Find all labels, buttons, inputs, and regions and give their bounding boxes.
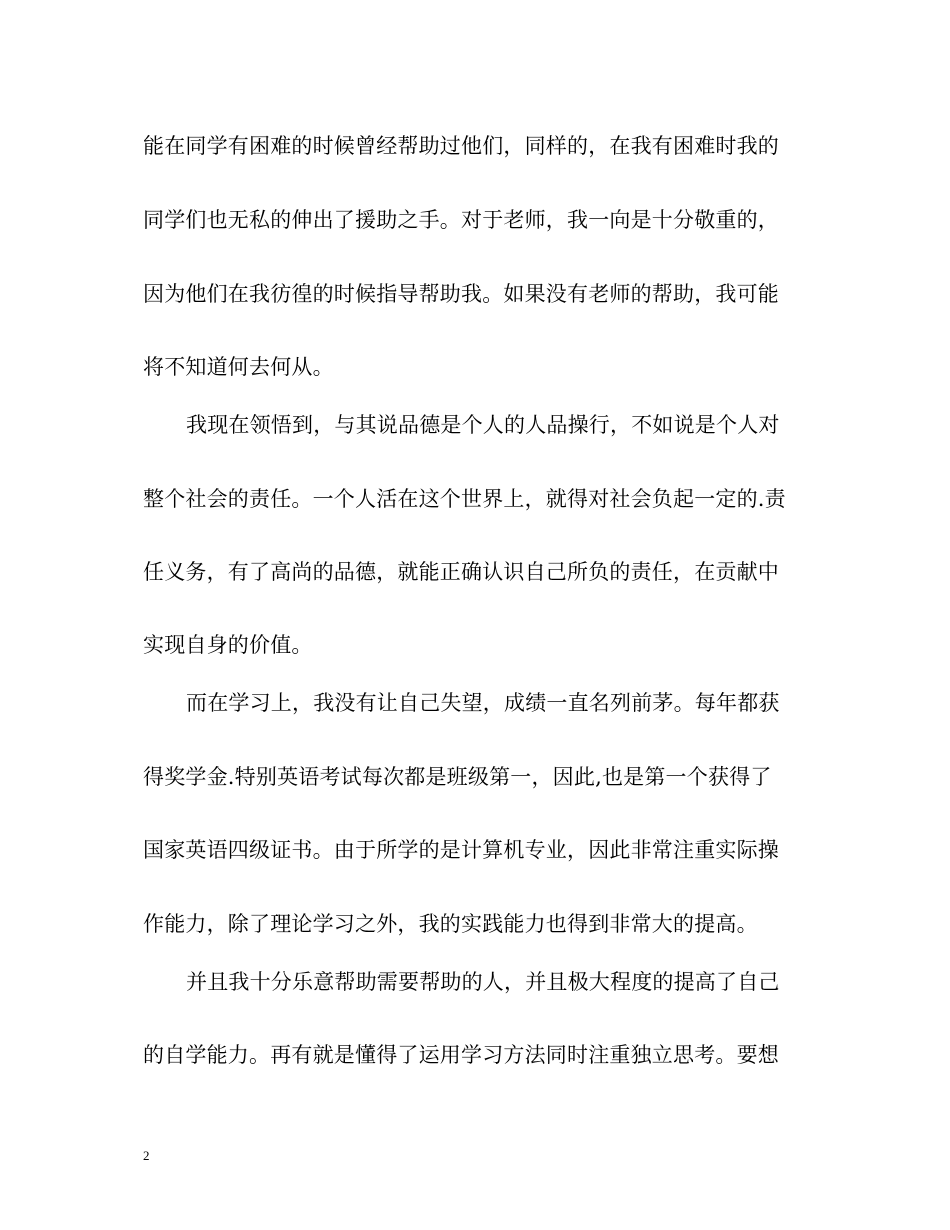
text-line: 国家英语四级证书。由于所学的是计算机专业，因此非常注重实际操: [143, 838, 779, 862]
paragraph-first-line: 并且我十分乐意帮助需要帮助的人，并且极大程度的提高了自己: [186, 970, 780, 994]
text-line: 任义务，有了高尚的品德，就能正确认识自己所负的责任，在贡献中: [143, 560, 779, 584]
page-number: 2: [143, 1148, 150, 1163]
text-line: 能在同学有困难的时候曾经帮助过他们，同样的，在我有困难时我的: [143, 134, 779, 158]
text-line: 作能力，除了理论学习之外，我的实践能力也得到非常大的提高。: [143, 912, 758, 936]
text-line: 将不知道何去何从。: [143, 355, 334, 379]
paragraph-first-line: 我现在领悟到，与其说品德是个人的人品操行，不如说是个人对: [186, 413, 780, 437]
text-line: 同学们也无私的伸出了援助之手。对于老师，我一向是十分敬重的，: [143, 208, 779, 232]
text-line: 实现自身的价值。: [143, 633, 313, 657]
text-line: 整个社会的责任。一个人活在这个世界上，就得对社会负起一定的.责: [143, 487, 786, 511]
text-line: 因为他们在我彷徨的时候指导帮助我。如果没有老师的帮助，我可能: [143, 282, 779, 306]
text-line: 的自学能力。再有就是懂得了运用学习方法同时注重独立思考。要想: [143, 1043, 779, 1067]
paragraph-first-line: 而在学习上，我没有让自己失望，成绩一直名列前茅。每年都获: [186, 691, 780, 715]
text-line: 得奖学金.特别英语考试每次都是班级第一，因此,也是第一个获得了: [143, 765, 772, 789]
